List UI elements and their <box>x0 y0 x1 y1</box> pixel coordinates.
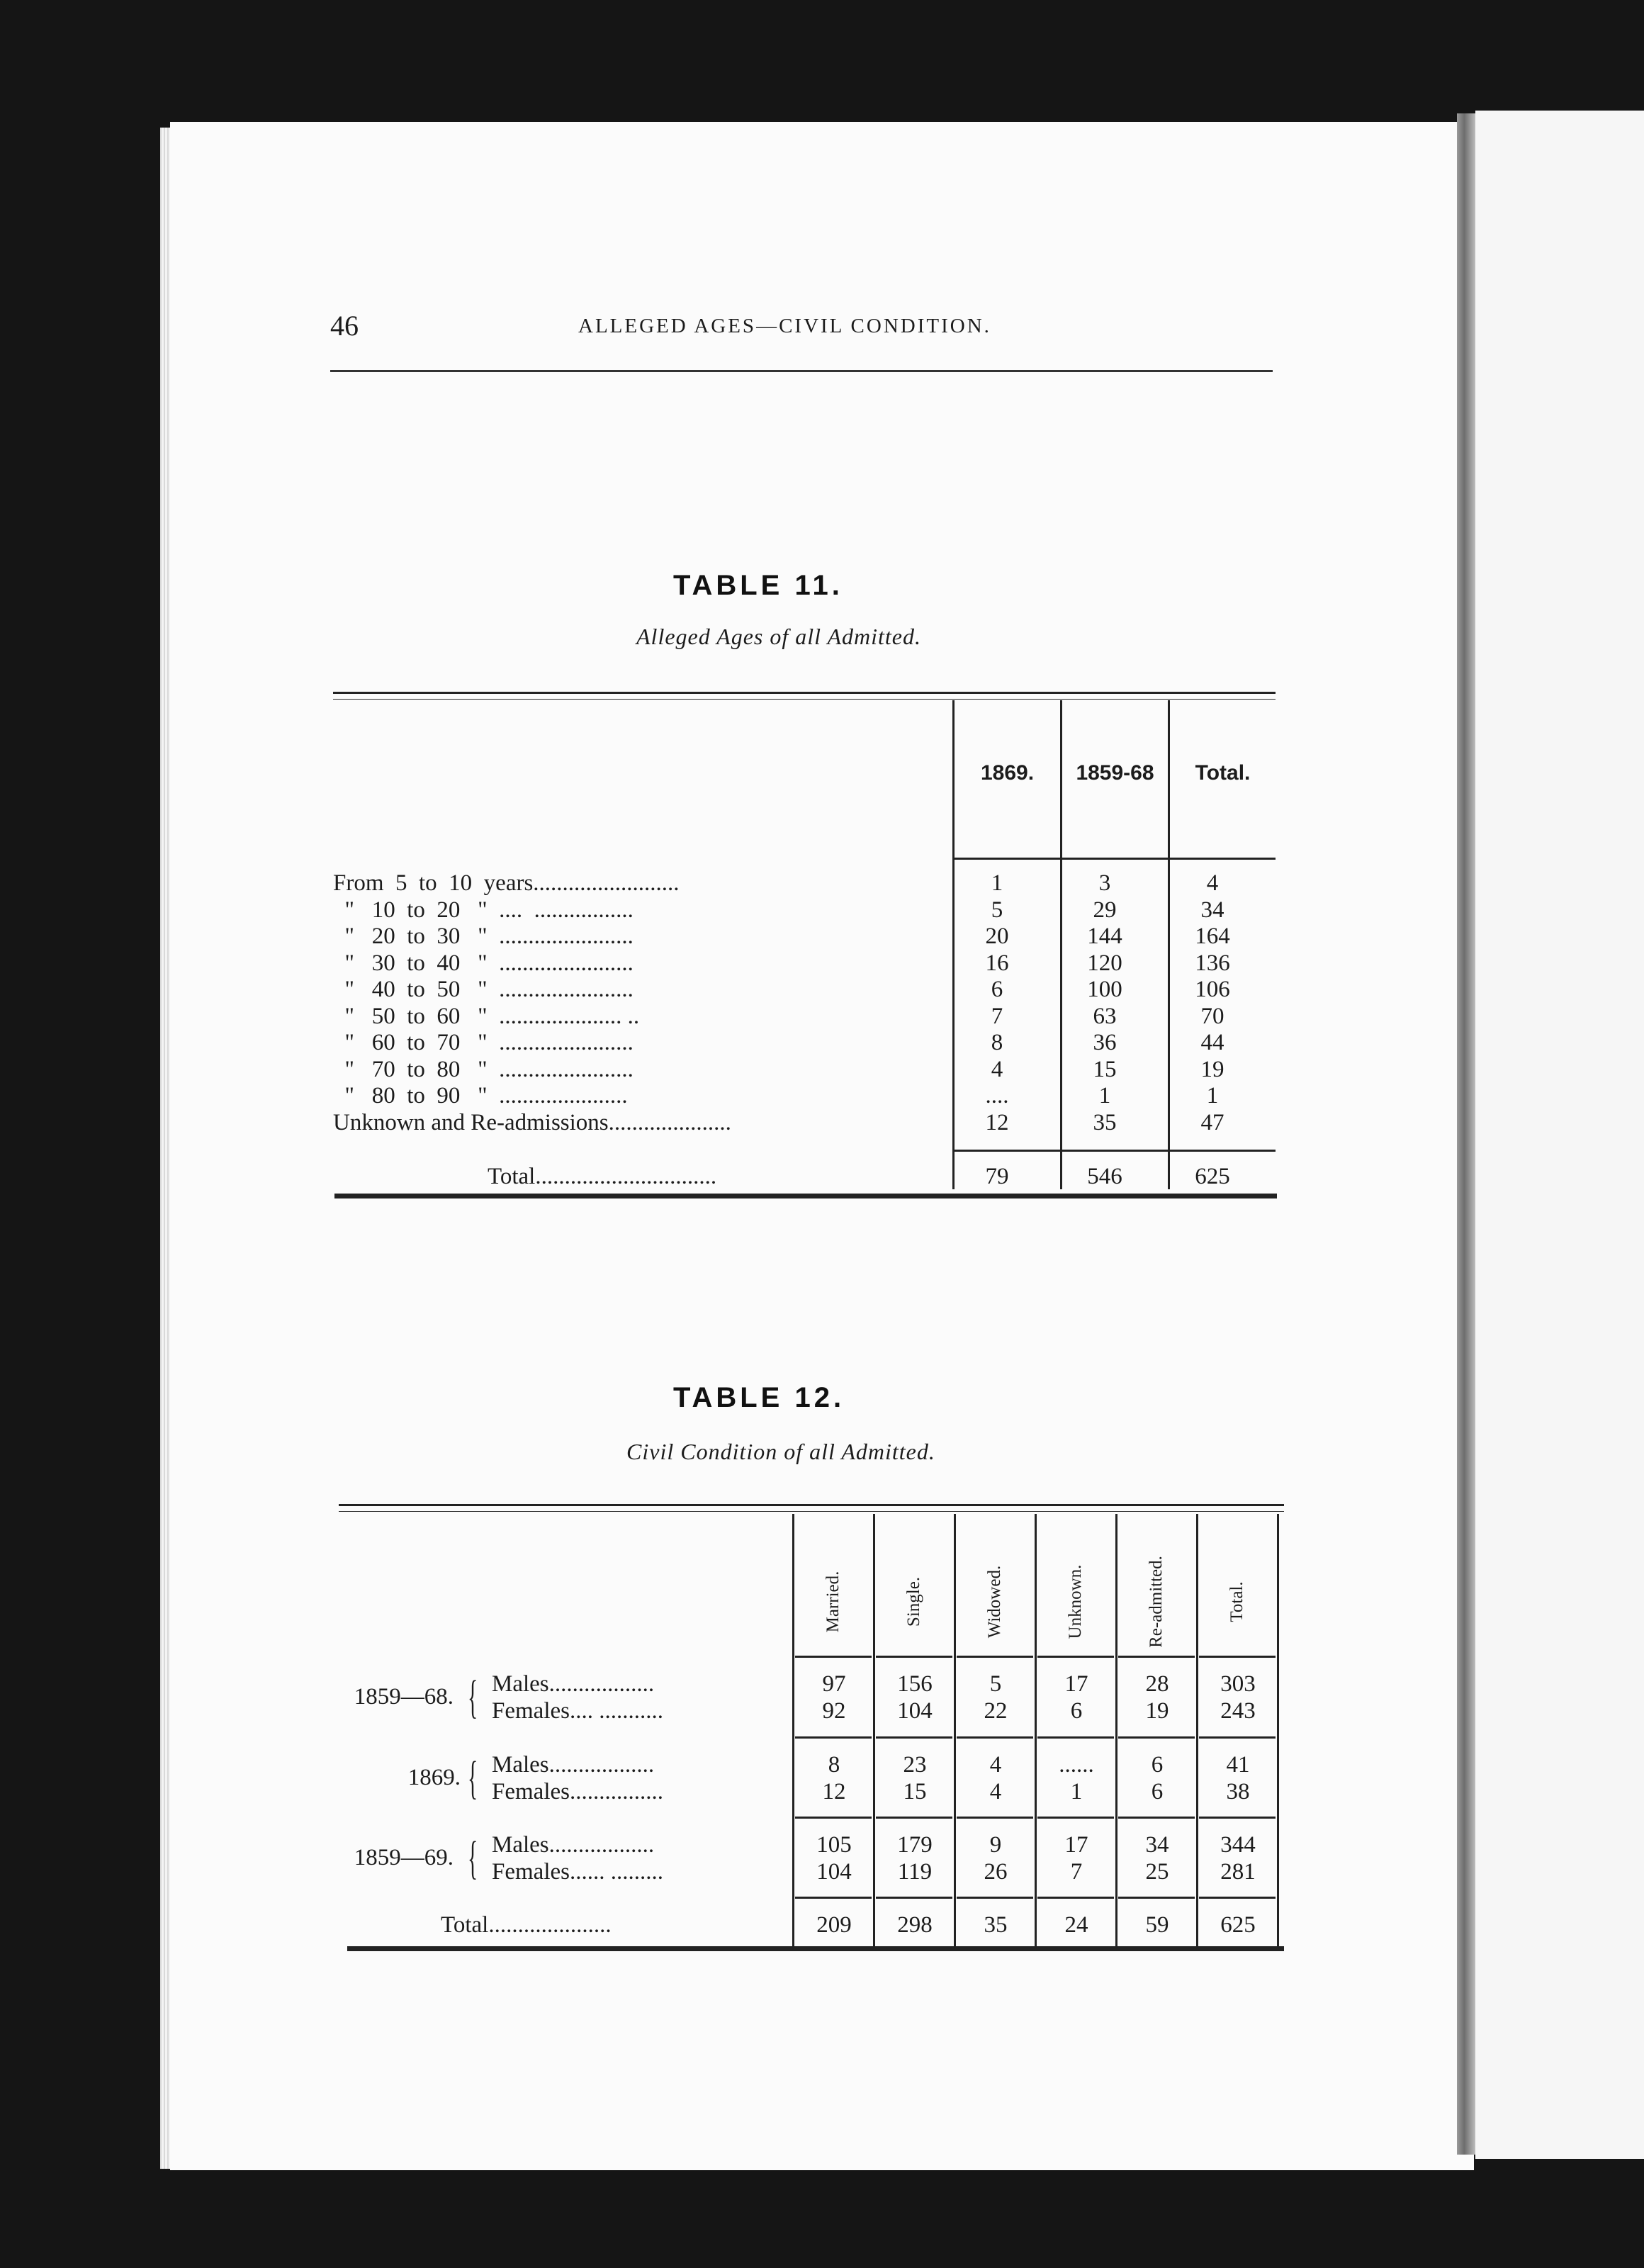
table11-title: TABLE 11. <box>673 570 843 601</box>
table12-cell-rule <box>1037 1656 1114 1658</box>
table12-cell: 15 <box>903 1779 927 1804</box>
table11-row-label: " 30 to 40 " ....................... <box>333 950 634 976</box>
table11-cell-1859-68: 120 <box>1087 950 1122 976</box>
table12-cell: 303 <box>1220 1671 1256 1697</box>
table12-cell-rule <box>876 1736 952 1739</box>
table12-cell: 9 <box>989 1832 1002 1858</box>
table11-row-label: " 50 to 60 " ..................... .. <box>333 1003 640 1029</box>
table12-cell: 105 <box>816 1832 852 1858</box>
table12-cell-rule <box>957 1817 1033 1819</box>
table11-cell-1869: 8 <box>991 1030 1003 1055</box>
table12-cell: 179 <box>897 1832 933 1858</box>
table12-total-cell: 24 <box>1064 1912 1088 1938</box>
table11-total-label: Total............................... <box>488 1164 717 1189</box>
table12-cell: ...... <box>1059 1752 1094 1778</box>
table11-cell-1869: 16 <box>985 950 1009 976</box>
table11-row <box>333 1110 1276 1136</box>
table11-sum-rule <box>955 1150 1060 1152</box>
table12-total-label: Total..................... <box>441 1912 612 1938</box>
table12-title: TABLE 12. <box>673 1382 845 1413</box>
table12-period-label: 1869. <box>407 1765 461 1790</box>
table12-cell: 104 <box>897 1698 933 1724</box>
table11-cell-1869: 20 <box>985 924 1009 949</box>
table11-cell-total: 4 <box>1206 870 1219 896</box>
table12-cell: 6 <box>1151 1779 1164 1804</box>
table12-cell-rule <box>1118 1736 1195 1739</box>
table11-cell-1859-68: 35 <box>1093 1109 1117 1135</box>
table12-total-cell: 209 <box>816 1912 852 1938</box>
table12-cell-rule <box>795 1817 872 1819</box>
table12-cell-rule <box>1118 1656 1195 1658</box>
table12-total-cell: 298 <box>897 1912 933 1938</box>
table11-row <box>333 977 1276 1003</box>
table12-col-header: Re-admitted. <box>1147 1556 1166 1648</box>
table12-col-header: Married. <box>823 1571 843 1633</box>
running-title: ALLEGED AGES—CIVIL CONDITION. <box>578 315 991 337</box>
table12-cell-rule <box>1199 1897 1276 1899</box>
table11-cell-1869: 1 <box>991 870 1003 896</box>
table12-col-header: Widowed. <box>985 1565 1004 1639</box>
page-header <box>330 309 1273 344</box>
table12-cell: 22 <box>984 1698 1008 1724</box>
table11-cell-total: 70 <box>1200 1003 1224 1029</box>
table11-subtitle: Alleged Ages of all Admitted. <box>636 624 921 649</box>
table11-cell-total: 1 <box>1206 1083 1219 1108</box>
table12-cell: 26 <box>984 1859 1008 1885</box>
table11-row <box>333 870 1276 897</box>
table12-cell-rule <box>1199 1736 1276 1739</box>
table12-cell: 104 <box>816 1859 852 1885</box>
table12-cell: 97 <box>822 1671 846 1697</box>
table12-cell-rule <box>957 1897 1033 1899</box>
table12-cell: 19 <box>1145 1698 1169 1724</box>
table11-bottom-rule <box>334 1194 1277 1198</box>
table12-cell: 4 <box>989 1779 1002 1804</box>
table11-row-label: Unknown and Re-admissions..................... <box>333 1109 731 1135</box>
table12-cell: 28 <box>1145 1671 1169 1697</box>
table11-col-1859-68: 1859-68 <box>1076 761 1154 785</box>
table11-cell-1859-68: 1 <box>1098 1083 1111 1108</box>
table12-cell-rule <box>1199 1656 1276 1658</box>
table12-row-label: Males.................. <box>492 1832 655 1858</box>
table12-cell-rule <box>1118 1897 1195 1899</box>
table11-row <box>333 1083 1276 1109</box>
table12-cell: 92 <box>822 1698 846 1724</box>
table11-col-1869: 1869. <box>980 761 1035 785</box>
table12-cell: 6 <box>1151 1752 1164 1778</box>
table12-cell: 41 <box>1226 1752 1250 1778</box>
table12-top-rule <box>339 1504 1284 1506</box>
table12-cell: 17 <box>1064 1832 1088 1858</box>
table12-cell-rule <box>876 1656 952 1658</box>
table11-cell-1869: 7 <box>991 1003 1003 1029</box>
table11-cell-1859-68: 15 <box>1093 1056 1117 1082</box>
table11-row-label: From 5 to 10 years......................... <box>333 870 680 896</box>
table12-row-label: Males.................. <box>492 1752 655 1778</box>
table12-total-cell: 35 <box>984 1912 1008 1938</box>
table11-head-rule <box>1170 858 1276 860</box>
table11-cell-total: 44 <box>1200 1030 1224 1055</box>
table11-cell-1859-68: 144 <box>1087 924 1122 949</box>
table11-cell-1869: .... <box>985 1083 1009 1108</box>
brace-glyph: { <box>468 1671 478 1723</box>
brace-glyph: { <box>468 1832 478 1884</box>
table12-col-header: Unknown. <box>1066 1564 1085 1639</box>
table11-row-label: " 80 to 90 " ...................... <box>333 1083 628 1108</box>
table11-total-1859: 546 <box>1087 1164 1122 1189</box>
table12-bottom-rule <box>347 1946 1284 1951</box>
table11-head-rule <box>1062 858 1168 860</box>
table12-subtitle: Civil Condition of all Admitted. <box>626 1439 935 1464</box>
table12-row-label: Females.... ........... <box>492 1698 663 1724</box>
table12-cell: 34 <box>1145 1832 1169 1858</box>
table11-cell-total: 164 <box>1195 924 1230 949</box>
facing-page <box>1475 111 1644 2159</box>
table12-cell: 38 <box>1226 1779 1250 1804</box>
table12-period-label: 1859—68. <box>354 1684 454 1710</box>
table11-cell-1869: 6 <box>991 977 1003 1002</box>
page-number: 46 <box>330 310 359 342</box>
table11-cell-1859-68: 36 <box>1093 1030 1117 1055</box>
table12-period-label: 1859—69. <box>354 1845 454 1870</box>
table12-cell-rule <box>795 1736 872 1739</box>
table11-row <box>333 1030 1276 1056</box>
table12-cell-rule <box>876 1817 952 1819</box>
table11-cell-total: 47 <box>1200 1109 1224 1135</box>
table12-cell-rule <box>1037 1817 1114 1819</box>
table11-sum-rule <box>1170 1150 1276 1152</box>
table11-row-label: " 10 to 20 " .... ................. <box>333 897 634 923</box>
table11-row-label: " 70 to 80 " ....................... <box>333 1056 634 1082</box>
table11-cell-1869: 4 <box>991 1056 1003 1082</box>
table12-cell-rule <box>1199 1817 1276 1819</box>
table12-cell-rule <box>795 1656 872 1658</box>
table12-top-rule-thin <box>339 1511 1284 1512</box>
table12-cell-rule <box>795 1897 872 1899</box>
table11-top-rule-thin <box>333 699 1276 700</box>
table11-cell-1869: 5 <box>991 897 1003 923</box>
table11-cell-1859-68: 63 <box>1093 1003 1117 1029</box>
table12-cell: 4 <box>989 1752 1002 1778</box>
table11-row-label: " 20 to 30 " ....................... <box>333 924 634 949</box>
table12-cell: 17 <box>1064 1671 1088 1697</box>
table12-cell-rule <box>1118 1817 1195 1819</box>
table12-cell: 7 <box>1070 1859 1083 1885</box>
table12-cell: 23 <box>903 1752 927 1778</box>
table11-cell-total: 106 <box>1195 977 1230 1002</box>
table12-cell: 119 <box>897 1859 933 1885</box>
table12-col-header: Single. <box>904 1576 923 1627</box>
table12-cell-rule <box>876 1897 952 1899</box>
table11-cell-1859-68: 3 <box>1098 870 1111 896</box>
table11-row <box>333 924 1276 950</box>
table11-total-row <box>333 1164 1276 1190</box>
table12-cell-rule <box>957 1736 1033 1739</box>
table12-total-cell: 59 <box>1145 1912 1169 1938</box>
table11-total-total: 625 <box>1195 1164 1230 1189</box>
table12-cell: 281 <box>1220 1859 1256 1885</box>
table12-cell: 6 <box>1070 1698 1083 1724</box>
table11-row-label: " 60 to 70 " ....................... <box>333 1030 634 1055</box>
table12-cell: 8 <box>828 1752 840 1778</box>
table11-row <box>333 1004 1276 1030</box>
table11-row-label: " 40 to 50 " ....................... <box>333 977 634 1002</box>
table11-row <box>333 950 1276 977</box>
book-gutter <box>1457 113 1475 2155</box>
table11-cell-1859-68: 29 <box>1093 897 1117 923</box>
table11-cell-total: 34 <box>1200 897 1224 923</box>
brace-glyph: { <box>468 1752 478 1804</box>
table12-cell: 243 <box>1220 1698 1256 1724</box>
table11-cell-total: 136 <box>1195 950 1230 976</box>
table11-col-total: Total. <box>1195 761 1251 785</box>
table12-cell: 5 <box>989 1671 1002 1697</box>
table12-cell-rule <box>1037 1897 1114 1899</box>
header-rule <box>330 370 1273 372</box>
table11-top-rule <box>333 692 1276 694</box>
table12-cell-rule <box>1037 1736 1114 1739</box>
table11-sum-rule <box>1062 1150 1168 1152</box>
table11-total-1869: 79 <box>985 1164 1009 1189</box>
table12-row-label: Females................ <box>492 1779 663 1804</box>
table12-col-header: Total. <box>1227 1581 1246 1622</box>
table12-cell: 344 <box>1220 1832 1256 1858</box>
table11-head-rule <box>955 858 1060 860</box>
table11-row <box>333 897 1276 924</box>
table12-cell: 12 <box>822 1779 846 1804</box>
table12-row-label: Females...... ......... <box>492 1859 663 1885</box>
table12-cell-rule <box>957 1656 1033 1658</box>
table12-cell: 25 <box>1145 1859 1169 1885</box>
table12-cell: 1 <box>1070 1779 1083 1804</box>
table12-cell: 156 <box>897 1671 933 1697</box>
table11-cell-1869: 12 <box>985 1109 1009 1135</box>
table11-cell-1859-68: 100 <box>1087 977 1122 1002</box>
table11-row <box>333 1057 1276 1083</box>
table11-cell-total: 19 <box>1200 1056 1224 1082</box>
table12-total-cell: 625 <box>1220 1912 1256 1938</box>
table12-row-label: Males.................. <box>492 1671 655 1697</box>
